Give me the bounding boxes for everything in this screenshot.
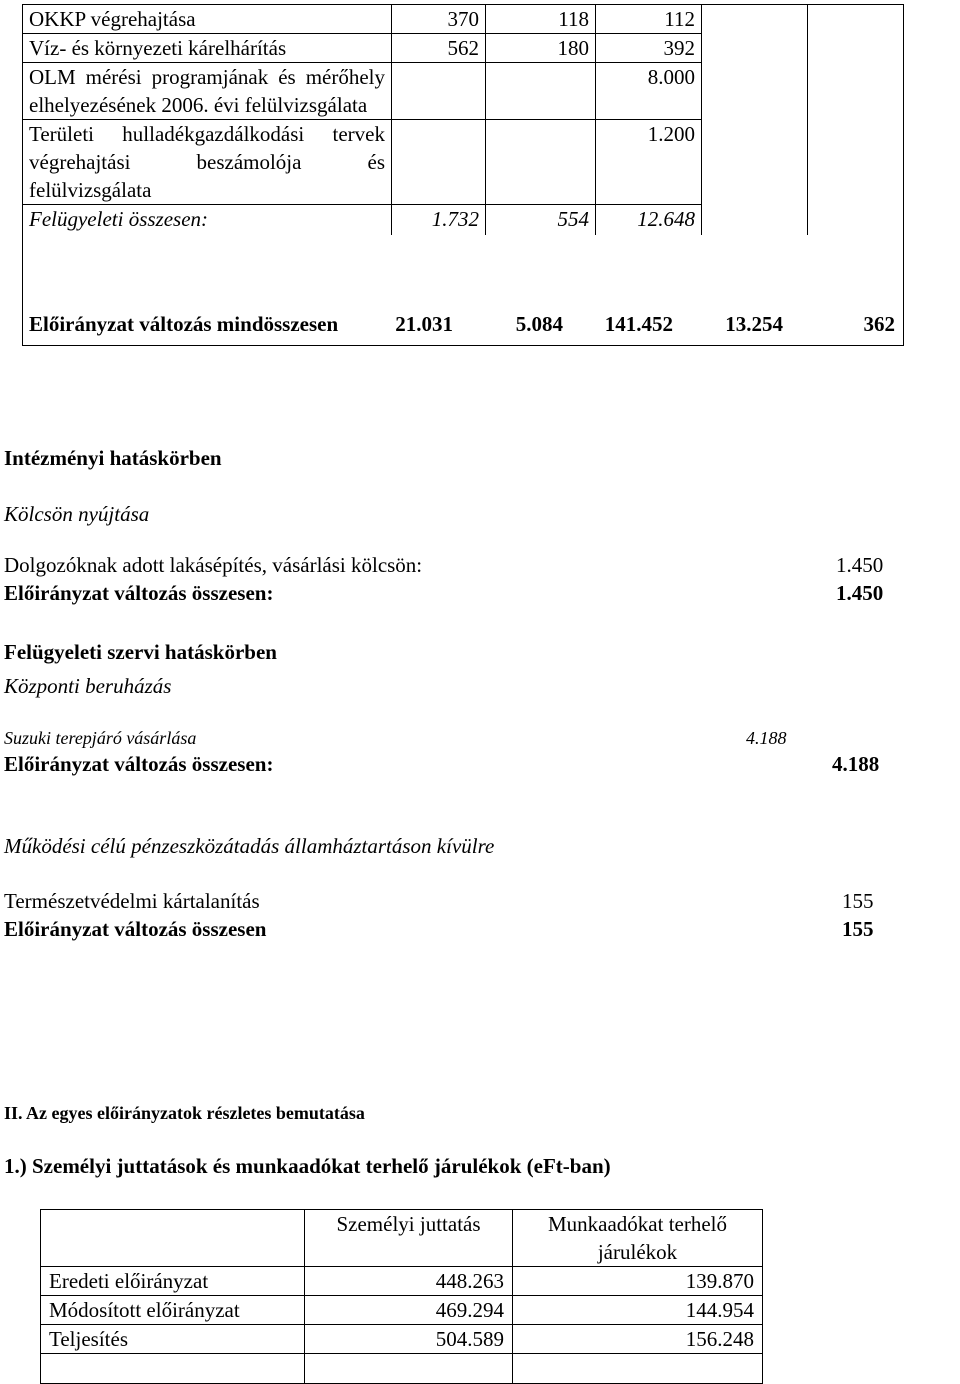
header-cell xyxy=(41,1210,305,1267)
cell-value: 156.248 xyxy=(513,1325,763,1354)
cell-value: 12.648 xyxy=(596,205,702,236)
total-value: 155 xyxy=(842,917,874,941)
table-row xyxy=(23,5,904,34)
total-value: 5.084 xyxy=(515,312,563,336)
cell-value: 504.589 xyxy=(305,1325,513,1354)
row-label: OLM mérési programjának és mérőhely elhelyezésének 2006. évi felülvizsgálata xyxy=(23,63,392,120)
total-label: Előirányzat változás összesen: xyxy=(4,581,274,605)
cell-value xyxy=(392,63,486,120)
cell-value xyxy=(392,120,486,205)
row-label: Teljesítés xyxy=(41,1325,305,1354)
header-cell: Munkaadókat terhelő járulékok xyxy=(513,1210,763,1267)
total-label: Előirányzat változás összesen xyxy=(4,917,267,941)
empty-cell xyxy=(808,5,904,236)
section-heading: Működési célú pénzeszközátadás államháztartáson kívülre xyxy=(4,834,495,858)
total-label: Előirányzat változás összesen: xyxy=(4,752,274,776)
header-cell: Személyi juttatás xyxy=(305,1210,513,1267)
section-subheading: Központi beruházás xyxy=(4,674,172,698)
empty-cell xyxy=(305,1354,513,1384)
section-heading: Felügyeleti szervi hatáskörben xyxy=(4,640,277,664)
cell-value: 180 xyxy=(486,34,596,63)
table-row xyxy=(41,1296,763,1325)
table-row xyxy=(41,1354,763,1384)
row-label: Területi hulladékgazdálkodási tervek végrehajtási beszámolója és felülvizsgálata xyxy=(23,120,392,205)
budget-change-table xyxy=(22,4,904,346)
cell-value xyxy=(486,120,596,205)
cell-value: 118 xyxy=(486,5,596,34)
cell-value: 562 xyxy=(392,34,486,63)
item-value: 155 xyxy=(842,889,874,913)
total-value: 1.450 xyxy=(836,581,884,605)
empty-cell xyxy=(41,1354,305,1384)
total-value: 141.452 xyxy=(604,312,673,336)
section-subheading: 1.) Személyi juttatások és munkaadókat terhelő járulékok (eFt-ban) xyxy=(4,1154,611,1178)
total-value: 4.188 xyxy=(832,752,880,776)
cell-value: 8.000 xyxy=(596,63,702,120)
total-value: 13.254 xyxy=(725,312,783,336)
item-label: Természetvédelmi kártalanítás xyxy=(4,889,260,913)
section-heading: Intézményi hatáskörben xyxy=(4,446,222,470)
row-label: OKKP végrehajtása xyxy=(23,5,392,34)
cell-value: 1.200 xyxy=(596,120,702,205)
row-label: Felügyeleti összesen: xyxy=(23,205,392,236)
cell-value: 448.263 xyxy=(305,1267,513,1296)
cell-value: 370 xyxy=(392,5,486,34)
item-value: 1.450 xyxy=(836,553,884,577)
table-row xyxy=(41,1267,763,1296)
cell-value: 144.954 xyxy=(513,1296,763,1325)
table-row-total xyxy=(23,235,904,346)
empty-cell xyxy=(702,5,808,236)
table-row xyxy=(41,1325,763,1354)
cell-value: 1.732 xyxy=(392,205,486,236)
section-heading: II. Az egyes előirányzatok részletes bemutatása xyxy=(4,1103,365,1123)
item-value: 4.188 xyxy=(746,728,787,748)
cell-value: 554 xyxy=(486,205,596,236)
item-label: Dolgozóknak adott lakásépítés, vásárlási kölcsön: xyxy=(4,553,423,577)
table-header-row xyxy=(41,1210,763,1267)
total-label: Előirányzat változás mindösszesen xyxy=(29,312,339,336)
total-value: 362 xyxy=(863,312,895,336)
row-label: Víz- és környezeti kárelhárítás xyxy=(23,34,392,63)
cell-value xyxy=(486,63,596,120)
section-subheading: Kölcsön nyújtása xyxy=(4,502,150,526)
empty-cell xyxy=(513,1354,763,1384)
row-label: Eredeti előirányzat xyxy=(41,1267,305,1296)
personnel-table xyxy=(40,1209,763,1384)
total-value: 21.031 xyxy=(395,312,453,336)
cell-value: 112 xyxy=(596,5,702,34)
item-label: Suzuki terepjáró vásárlása xyxy=(4,728,197,748)
cell-value: 139.870 xyxy=(513,1267,763,1296)
cell-value: 392 xyxy=(596,34,702,63)
cell-value: 469.294 xyxy=(305,1296,513,1325)
row-label: Módosított előirányzat xyxy=(41,1296,305,1325)
